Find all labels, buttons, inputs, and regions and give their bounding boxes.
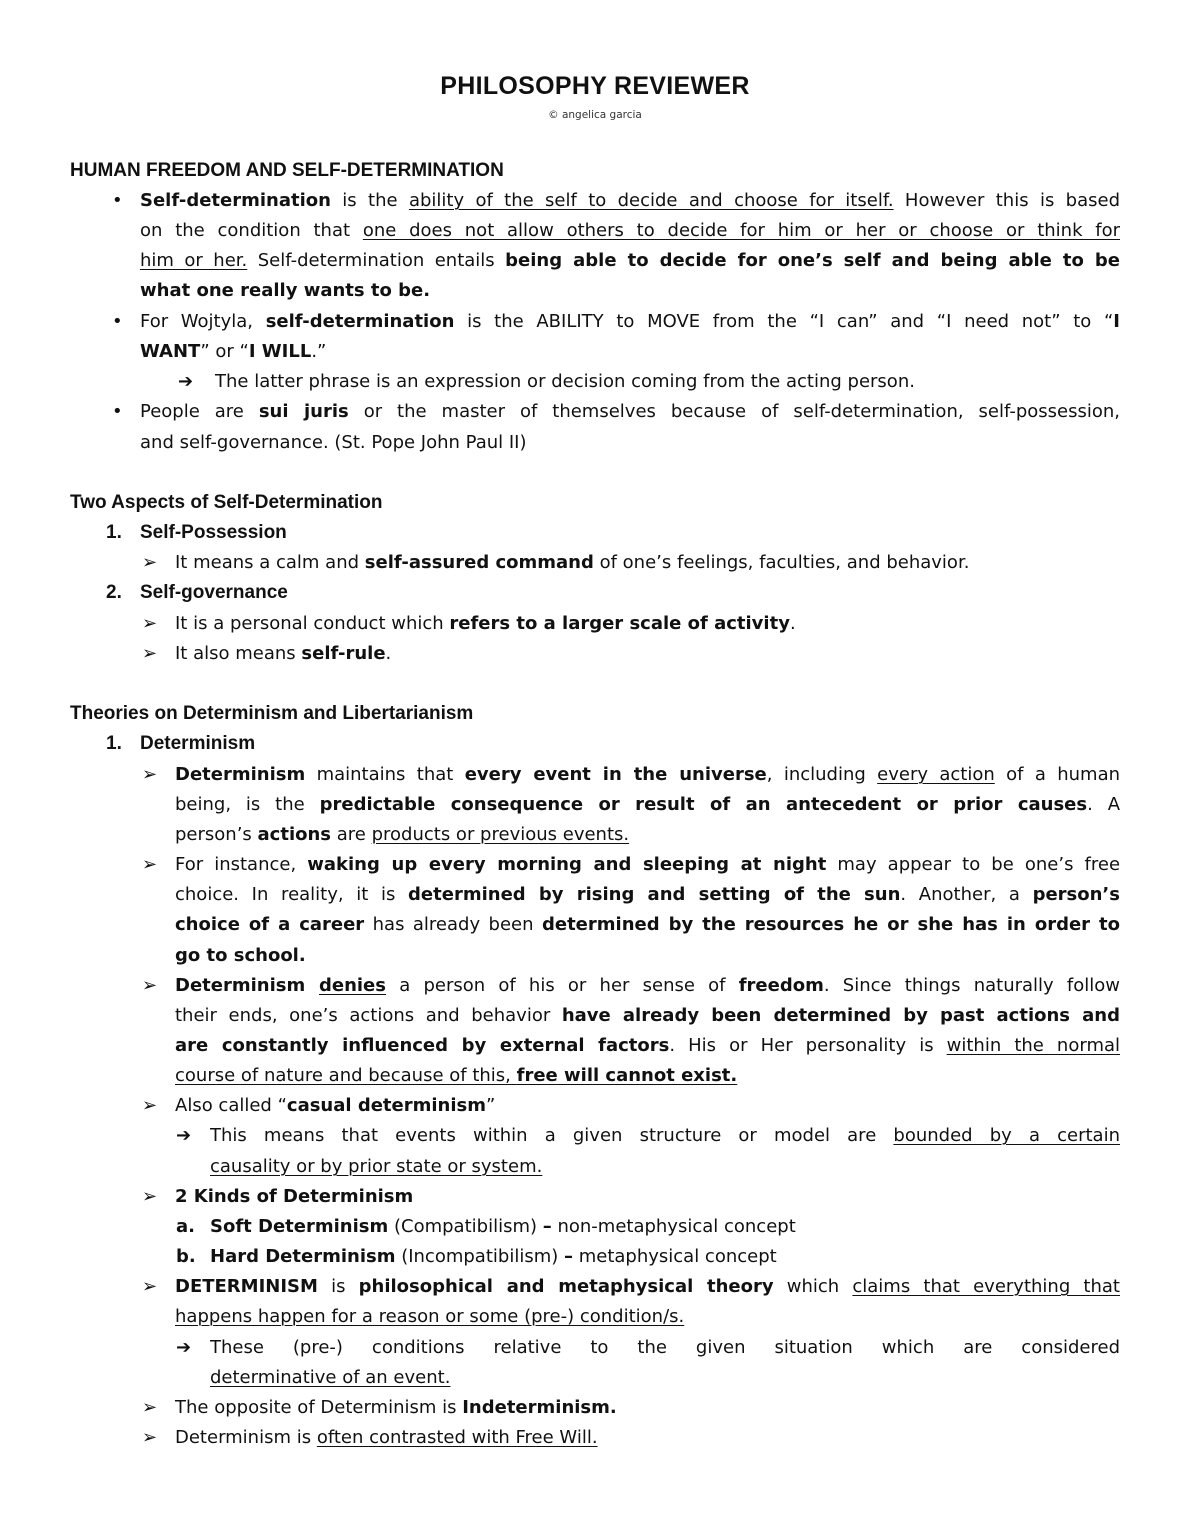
soft-determinism-line: Soft Determinism (Compatibilism) – non-metaphysical concept: [210, 1216, 796, 1237]
bullet-1-line-3: him or her. Self-determination entails being able to decide for one’s self and being able to be: [140, 250, 1120, 271]
determinism-point-6-sub-line-1: These (pre-) conditions relative to the given situation which are considered: [210, 1337, 1120, 1358]
author-credit: © angelica garcia: [548, 109, 642, 121]
determinism-point-3-line-3: are constantly influenced by external factors. His or Her personality is within the normal: [175, 1035, 1120, 1056]
determinism-point-4-sub-line-1: This means that events within a given structure or model are bounded by a certain: [210, 1125, 1120, 1146]
chevron-arrow-icon: ➢: [142, 552, 158, 573]
determinism-point-1-line-2: being, is the predictable consequence or result of an antecedent or prior causes. A: [175, 794, 1120, 815]
determinism-point-4-sub-line-2: causality or by prior state or system.: [210, 1156, 543, 1177]
list-letter: a.: [176, 1216, 195, 1237]
section-heading-two-aspects: Two Aspects of Self-Determination: [70, 492, 383, 513]
determinism-point-3-line-1: Determinism denies a person of his or her sense of freedom. Since things naturally follow: [175, 975, 1120, 996]
determinism-point-6-line-2: happens happen for a reason or some (pre-) condition/s.: [175, 1306, 685, 1327]
chevron-arrow-icon: ➢: [142, 1427, 158, 1448]
list-number: 2.: [106, 582, 122, 603]
chevron-arrow-icon: ➢: [142, 975, 158, 996]
chevron-arrow-icon: ➢: [142, 1186, 158, 1207]
bullet-marker: •: [112, 311, 123, 332]
determinism-point-7: The opposite of Determinism is Indeterminism.: [175, 1397, 617, 1418]
arrow-icon: ➔: [178, 371, 194, 392]
self-possession-point: It means a calm and self-assured command of one’s feelings, faculties, and behavior.: [175, 552, 970, 573]
determinism-point-2-line-1: For instance, waking up every morning and sleeping at night may appear to be one’s free: [175, 854, 1120, 875]
list-letter: b.: [176, 1246, 196, 1267]
bullet-marker: •: [112, 190, 123, 211]
bullet-2-line-2: WANT” or “I WILL.”: [140, 341, 327, 362]
section-heading-human-freedom: HUMAN FREEDOM AND SELF-DETERMINATION: [70, 160, 504, 181]
determinism-point-6-sub-line-2: determinative of an event.: [210, 1367, 451, 1388]
item-self-governance: Self-governance: [140, 582, 288, 603]
bullet-1-line-1: Self-determination is the ability of the self to decide and choose for itself. However this is based: [140, 190, 1120, 211]
arrow-icon: ➔: [176, 1125, 192, 1146]
determinism-point-1-line-3: person’s actions are products or previous events.: [175, 824, 630, 845]
item-self-possession: Self-Possession: [140, 522, 287, 543]
bullet-2-line-1: For Wojtyla, self-determination is the ABILITY to MOVE from the “I can” and “I need not” to “I: [140, 311, 1120, 332]
determinism-point-6-line-1: DETERMINISM is philosophical and metaphysical theory which claims that everything that: [175, 1276, 1120, 1297]
bullet-1-line-2: on the condition that one does not allow others to decide for him or her or choose or think for: [140, 220, 1120, 241]
chevron-arrow-icon: ➢: [142, 764, 158, 785]
bullet-2-sub-line: The latter phrase is an expression or decision coming from the acting person.: [215, 371, 915, 392]
determinism-point-3-line-2: their ends, one’s actions and behavior have already been determined by past actions and: [175, 1005, 1120, 1026]
list-number: 1.: [106, 733, 122, 754]
self-governance-point-1: It is a personal conduct which refers to a larger scale of activity.: [175, 613, 796, 634]
bullet-3-line-1: People are sui juris or the master of themselves because of self-determination, self-possession,: [140, 401, 1120, 422]
item-determinism: Determinism: [140, 733, 256, 754]
determinism-point-2-line-4: go to school.: [175, 945, 306, 966]
chevron-arrow-icon: ➢: [142, 854, 158, 875]
determinism-point-4-line-1: Also called “casual determinism”: [175, 1095, 496, 1116]
determinism-point-2-line-2: choice. In reality, it is determined by rising and setting of the sun. Another, a person’s: [175, 884, 1120, 905]
self-governance-point-2: It also means self-rule.: [175, 643, 392, 664]
determinism-point-8: Determinism is often contrasted with Free Will.: [175, 1427, 598, 1448]
bullet-3-line-2: and self-governance. (St. Pope John Paul II): [140, 432, 527, 453]
section-heading-theories: Theories on Determinism and Libertarianism: [70, 703, 474, 724]
chevron-arrow-icon: ➢: [142, 1397, 158, 1418]
list-number: 1.: [106, 522, 122, 543]
chevron-arrow-icon: ➢: [142, 613, 158, 634]
chevron-arrow-icon: ➢: [142, 1095, 158, 1116]
chevron-arrow-icon: ➢: [142, 643, 158, 664]
arrow-icon: ➔: [176, 1337, 192, 1358]
chevron-arrow-icon: ➢: [142, 1276, 158, 1297]
page-title: PHILOSOPHY REVIEWER: [440, 72, 750, 100]
kinds-of-determinism-label: 2 Kinds of Determinism: [175, 1186, 414, 1207]
bullet-1-line-4: what one really wants to be.: [140, 280, 431, 301]
determinism-point-3-line-4: course of nature and because of this, free will cannot exist.: [175, 1065, 738, 1086]
determinism-point-1-line-1: Determinism maintains that every event in the universe, including every action of a human: [175, 764, 1120, 785]
determinism-point-2-line-3: choice of a career has already been determined by the resources he or she has in order to: [175, 914, 1120, 935]
hard-determinism-line: Hard Determinism (Incompatibilism) – metaphysical concept: [210, 1246, 777, 1267]
bullet-marker: •: [112, 401, 123, 422]
